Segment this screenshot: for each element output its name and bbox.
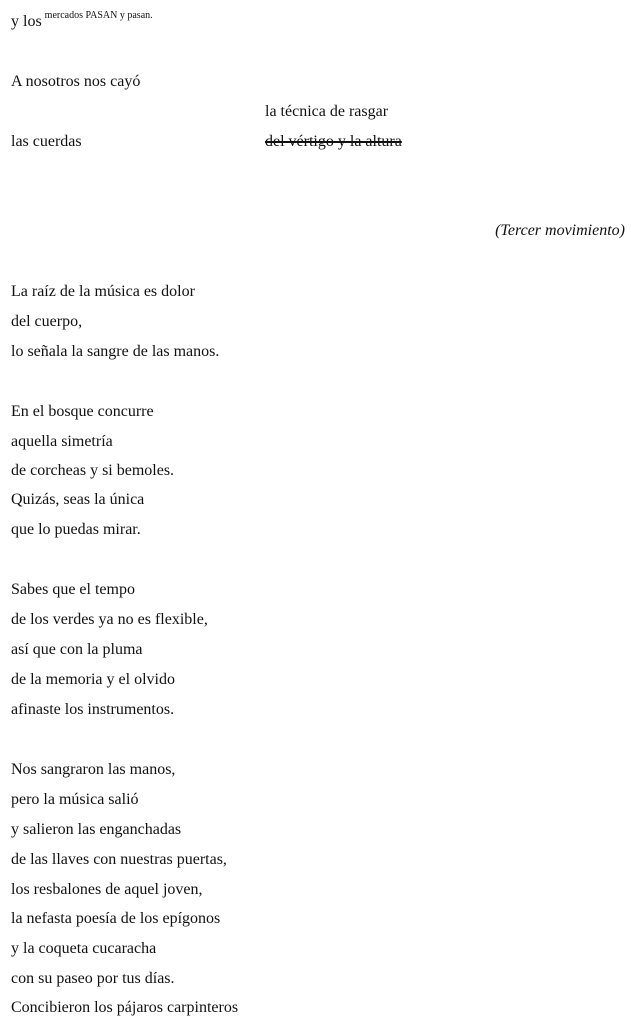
right-column-line-2-struck: del vértigo y la altura [265,133,402,150]
stanza-4-line-4: de las llaves con nuestras puertas, [11,851,227,868]
poem-line-las-cuerdas: las cuerdas [11,133,82,150]
stanza-1-line-2: del cuerpo, [11,313,83,330]
stanza-2-line-1: En el bosque concurre [11,403,154,420]
stanza-4-line-8: con su paseo por tus días. [11,970,175,987]
right-column-line-1: la técnica de rasgar [265,103,389,120]
stanza-4-line-6: la nefasta poesía de los epígonos [11,910,221,927]
stanza-1-line-1: La raíz de la música es dolor [11,283,195,300]
stanza-4-line-5: los resbalones de aquel joven, [11,881,203,898]
stanza-2-line-2: aquella simetría [11,433,113,450]
stanza-2-line-4: Quizás, seas la única [11,491,145,508]
movement-heading: (Tercer movimiento) [495,222,625,239]
superscript-text: mercados PASAN y pasan. [44,10,153,21]
stanza-1-line-3: lo señala la sangre de las manos. [11,343,220,360]
stanza-3-line-3: así que con la pluma [11,641,143,658]
stanza-2-line-3: de corcheas y si bemoles. [11,462,175,479]
poem-line-a-nosotros: A nosotros nos cayó [11,73,141,90]
stanza-4-line-1: Nos sangraron las manos, [11,761,176,778]
stanza-3-line-4: de la memoria y el olvido [11,671,175,688]
stanza-3-line-5: afinaste los instrumentos. [11,701,175,718]
stanza-4-line-3: y salieron las enganchadas [11,821,182,838]
stanza-3-line-1: Sabes que el tempo [11,581,135,598]
stanza-2-line-5: que lo puedas mirar. [11,521,141,538]
poem-line-y-los [11,12,153,34]
line-main-text: y los [11,13,42,30]
stanza-4-line-7: y la coqueta cucaracha [11,940,157,957]
stanza-3-line-2: de los verdes ya no es flexible, [11,611,208,628]
stanza-4-line-2: pero la música salió [11,791,139,808]
stanza-4-line-9: Concibieron los pájaros carpinteros [11,999,239,1016]
